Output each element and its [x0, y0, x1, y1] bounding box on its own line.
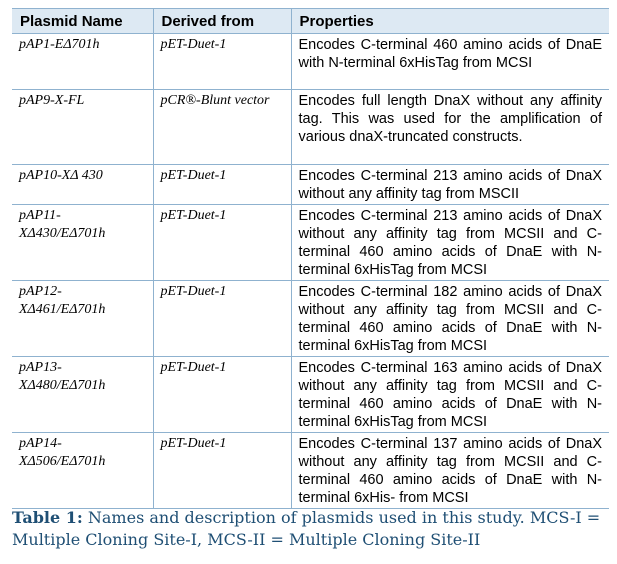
- cell-plasmid-name: pAP10-XΔ 430: [12, 165, 153, 205]
- header-derived-from: Derived from: [153, 9, 291, 34]
- table-row: [12, 34, 609, 90]
- cell-derived-from: pCR®-Blunt vector: [153, 90, 291, 165]
- cell-derived-from: pET-Duet-1: [153, 433, 291, 509]
- cell-plasmid-name: pAP14-XΔ506/EΔ701h: [12, 433, 153, 509]
- caption-label: Table 1:: [12, 508, 83, 527]
- table-row: [12, 165, 609, 205]
- cell-properties: Encodes C-terminal 182 amino acids of DnaX without any affinity tag from MCSII and C-terminal 460 amino acids of DnaE with N-terminal 6xHisTag from MCSI: [291, 281, 609, 357]
- header-plasmid-name: Plasmid Name: [12, 9, 153, 34]
- table-row: [12, 90, 609, 165]
- table-row: [12, 357, 609, 433]
- cell-derived-from: pET-Duet-1: [153, 357, 291, 433]
- cell-properties: Encodes C-terminal 213 amino acids of DnaX without any affinity tag from MSCII: [291, 165, 609, 205]
- cell-plasmid-name: pAP1-EΔ701h: [12, 34, 153, 90]
- table-row: [12, 205, 609, 281]
- cell-properties: Encodes full length DnaX without any affinity tag. This was used for the amplification of various dnaX-truncated constructs.: [291, 90, 609, 165]
- table-header-row: [12, 9, 609, 34]
- plasmid-table: [12, 8, 609, 509]
- cell-derived-from: pET-Duet-1: [153, 165, 291, 205]
- cell-plasmid-name: pAP9-X-FL: [12, 90, 153, 165]
- cell-derived-from: pET-Duet-1: [153, 34, 291, 90]
- table-row: [12, 433, 609, 509]
- caption-text: Names and description of plasmids used in this study. MCS-I = Multiple Cloning Site-I, MCS-II = Multiple Cloning Site-II: [12, 508, 601, 549]
- cell-plasmid-name: pAP13-XΔ480/EΔ701h: [12, 357, 153, 433]
- cell-properties: Encodes C-terminal 213 amino acids of DnaX without any affinity tag from MCSII and C-terminal 460 amino acids of DnaE with N-terminal 6xHisTag from MCSI: [291, 205, 609, 281]
- header-properties: Properties: [291, 9, 609, 34]
- cell-plasmid-name: pAP11-XΔ430/EΔ701h: [12, 205, 153, 281]
- cell-derived-from: pET-Duet-1: [153, 281, 291, 357]
- cell-plasmid-name: pAP12-XΔ461/EΔ701h: [12, 281, 153, 357]
- cell-derived-from: pET-Duet-1: [153, 205, 291, 281]
- cell-properties: Encodes C-terminal 460 amino acids of DnaE with N-terminal 6xHisTag from MCSI: [291, 34, 609, 90]
- table-row: [12, 281, 609, 357]
- cell-properties: Encodes C-terminal 163 amino acids of DnaX without any affinity tag from MCSII and C-terminal 460 amino acids of DnaE with N-terminal 6xHisTag from MCSI: [291, 357, 609, 433]
- table-caption: [12, 507, 612, 551]
- cell-properties: Encodes C-terminal 137 amino acids of DnaX without any affinity tag from MCSII and C-terminal 460 amino acids of DnaE with N-terminal 6xHis- from MCSI: [291, 433, 609, 509]
